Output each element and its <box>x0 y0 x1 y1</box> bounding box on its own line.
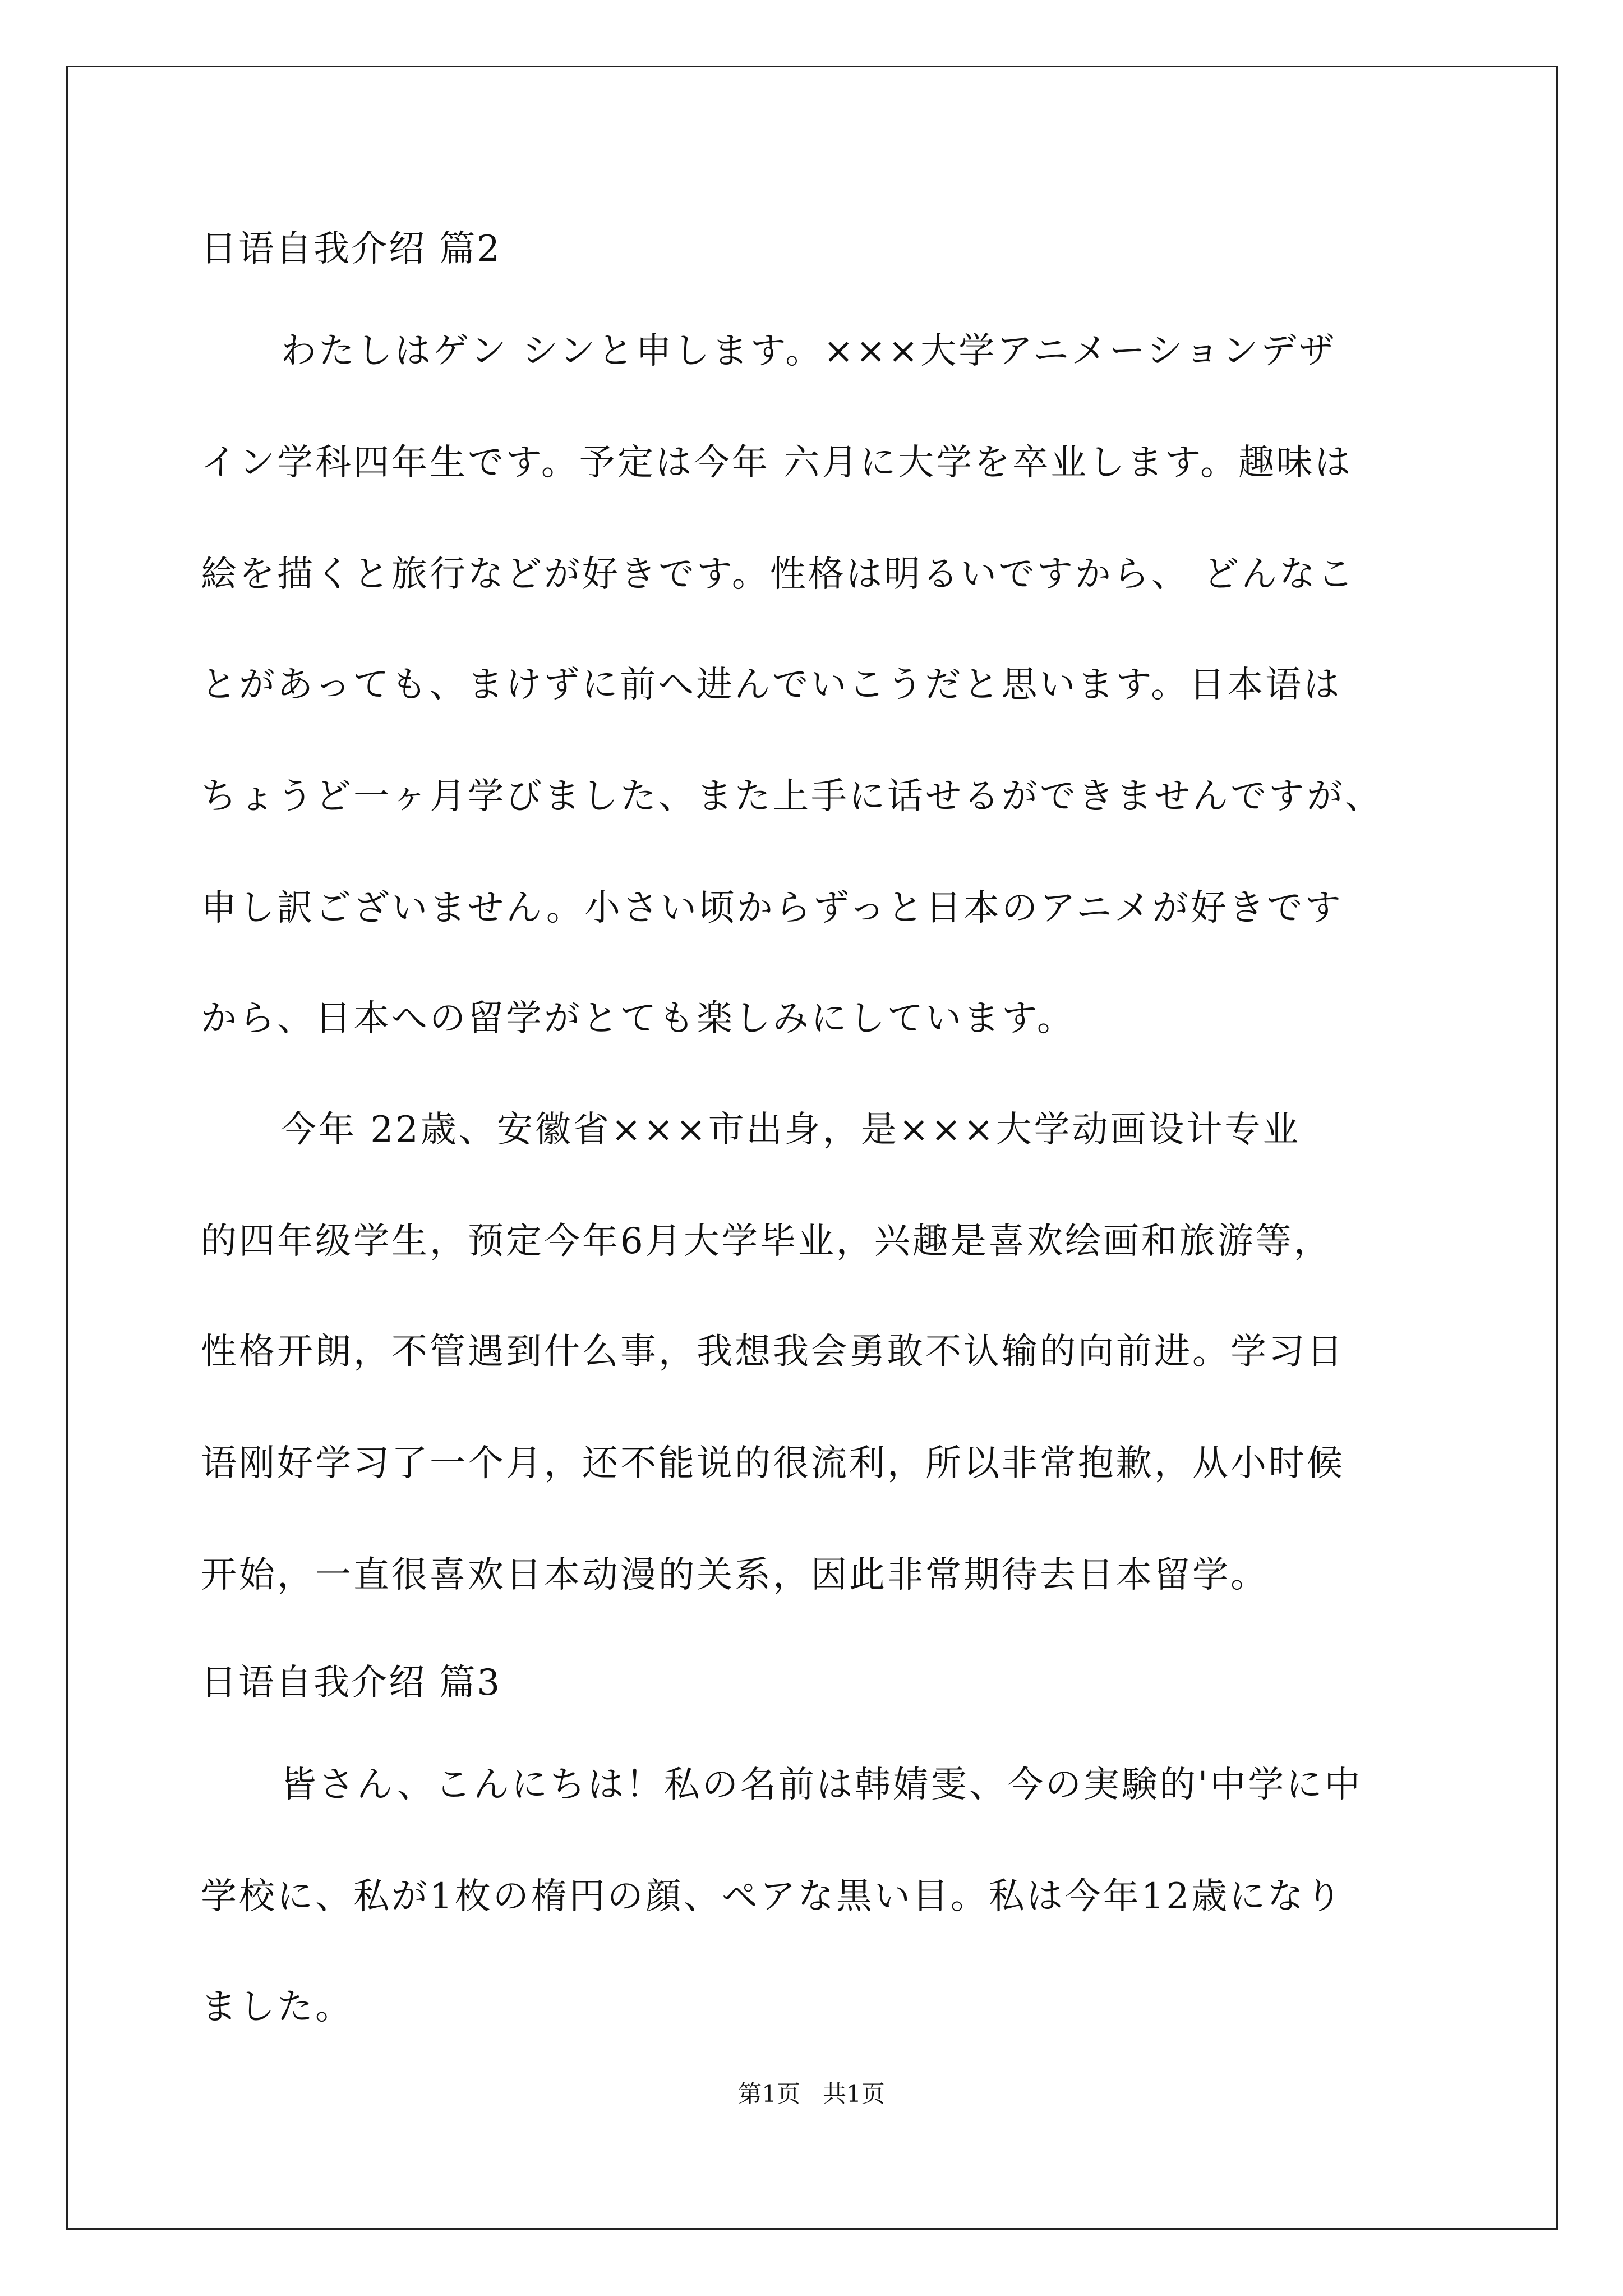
text-line: 开始，一直很喜欢日本动漫的关系，因此非常期待去日本留学。 <box>201 1554 1269 1596</box>
text-line: ちょうど一ヶ月学びました、また上手に话せるができませんですが、 <box>201 776 1383 817</box>
text-line: 性格开朗，不管遇到什么事，我想我会勇敢不认输的向前进。学习日 <box>201 1331 1345 1373</box>
text-line: ました。 <box>201 1986 353 2028</box>
text-line: 皆さん、こんにちは！私の名前は韩婧雯、今の実験的'中学に中 <box>280 1764 1363 1806</box>
text-line: 申し訳ございません。小さい顷からずっと日本のアニメが好きです <box>201 887 1343 929</box>
text-line: 今年 22歳、安徽省×××市出身，是×××大学动画设计专业 <box>280 1109 1301 1151</box>
text-line: とがあっても、まけずに前へ进んでいこうだと思います。日本语は <box>201 664 1342 706</box>
section-heading: 日语自我介绍 篇3 <box>201 1662 502 1704</box>
text-line: 絵を描くと旅行などが好きです。性格は明るいですから、 どんなこ <box>201 554 1356 595</box>
page-footer: 第1页 共1页 <box>738 2080 885 2108</box>
text-line: 语刚好学习了一个月，还不能说的很流利，所以非常抱歉，从小时候 <box>201 1443 1345 1484</box>
text-line: 学校に、私が1枚の楕円の顔、ペアな黒い目。私は今年12歳になり <box>201 1876 1344 1917</box>
text-line: 的四年级学生，预定今年6月大学毕业，兴趣是喜欢绘画和旅游等， <box>201 1221 1332 1262</box>
text-line: わたしはゲン シンと申します。×××大学アニメーションデザ <box>280 330 1337 372</box>
text-line: から、日本への留学がとても楽しみにしています。 <box>201 998 1075 1039</box>
section-heading: 日语自我介绍 篇2 <box>201 228 502 270</box>
text-line: イン学科四年生です。予定は今年 六月に大学を卒业します。趣味は <box>201 442 1353 484</box>
